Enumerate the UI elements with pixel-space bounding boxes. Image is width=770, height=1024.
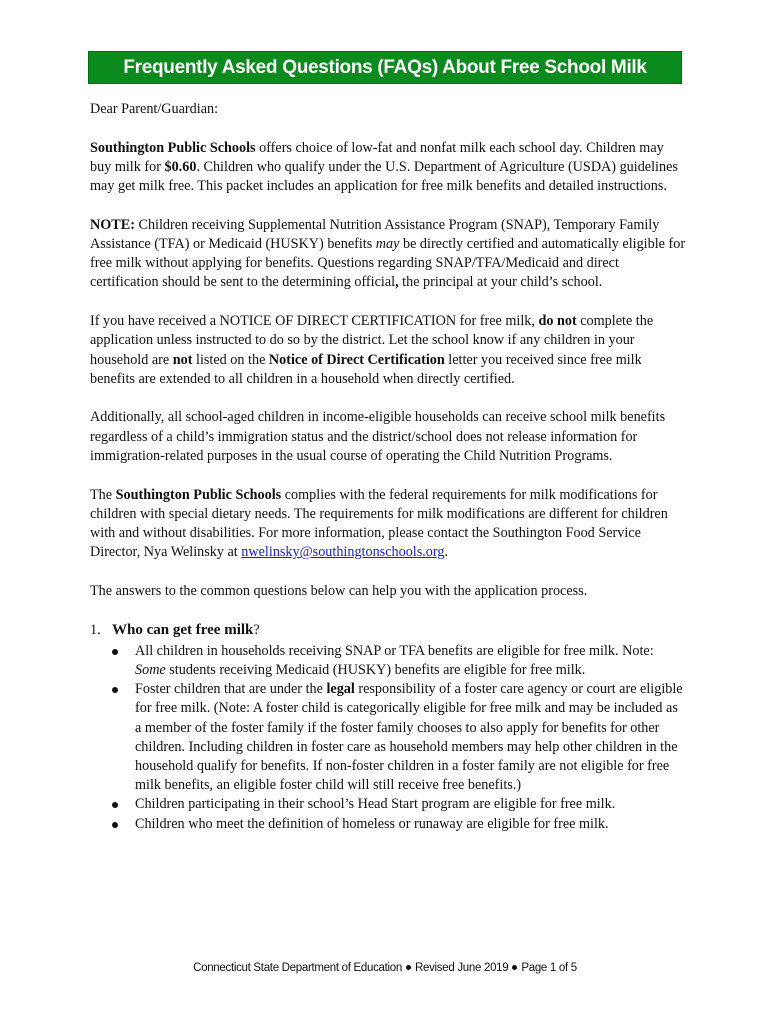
answer-bullet-list	[90, 642, 686, 834]
note-paragraph: NOTE: Children receiving Supplemental Nutrition Assistance Program (SNAP), Temporary Family Assistance (TFA) or Medicaid (HUSKY) benefits may be directly certified and automatically eligible for free milk without applying for benefits. Questions regarding SNAP/TFA/Medicaid and direct certification should be sent to the determining official, the principal at your child’s school.	[90, 216, 686, 291]
bullet-icon	[112, 649, 118, 655]
question-heading: 1. Who can get free milk?	[90, 621, 686, 640]
note-label: NOTE:	[90, 216, 135, 233]
modifications-paragraph: The Southington Public Schools complies with the federal requirements for milk modifications for children with special dietary needs. The requirements for milk modifications are different for children with and without disabilities. For more information, please contact the Southington Food Service Director, Nya Welinsky at nwelinsky@southingtonschools.org.	[90, 486, 668, 561]
page-title-banner	[88, 51, 682, 84]
intro-paragraph: Southington Public Schools offers choice of low-fat and nonfat milk each school day. Children may buy milk for $0.60. Children who qualify under the U.S. Department of Agriculture (USDA) guidelines may get milk free. This packet includes an application for free milk benefits and detailed instructions.	[90, 139, 678, 195]
question-title: Who can get free milk	[112, 621, 254, 638]
list-item: Children participating in their school’s Head Start program are eligible for free milk.	[135, 795, 686, 814]
page-footer	[0, 962, 770, 974]
question-number: 1.	[90, 621, 101, 638]
greeting: Dear Parent/Guardian:	[90, 101, 219, 117]
footer-org: Connecticut State Department of Education	[193, 962, 402, 974]
page-title: Frequently Asked Questions (FAQs) About Free School Milk	[123, 56, 647, 78]
answers-intro: The answers to the common questions below can help you with the application process.	[90, 582, 588, 599]
director-email-link[interactable]: nwelinsky@southingtonschools.org	[241, 544, 445, 561]
footer-page-number: Page 1 of 5	[521, 962, 577, 974]
bullet-icon	[112, 822, 118, 828]
bullet-separator-icon	[512, 965, 517, 970]
list-item: All children in households receiving SNAP or TFA benefits are eligible for free milk. Note: Some students receiving Medicaid (HUSKY) benefits are eligible for free milk.	[135, 642, 686, 680]
footer-revised: Revised June 2019	[415, 962, 509, 974]
school-name: Southington Public Schools	[90, 139, 256, 156]
document-body	[90, 100, 686, 834]
list-item: Foster children that are under the legal responsibility of a foster care agency or court are eligible for free milk. (Note: A foster child is categorically eligible for free milk and may be included as a member of the foster family if the foster family chooses to also apply for benefits for other children. Including children in foster care as household members may help other children in the household qualify for benefits. If non-foster children in a foster family are not eligible for free milk benefits, an eligible foster child will still receive free benefits.)	[135, 680, 686, 795]
direct-certification-paragraph: If you have received a NOTICE OF DIRECT CERTIFICATION for free milk, do not complete the application unless instructed to do so by the district. Let the school know if any children in your household are not listed on the Notice of Direct Certification letter you received since free milk benefits are extended to all children in a household when directly certified.	[90, 313, 654, 387]
list-item: Children who meet the definition of homeless or runaway are eligible for free milk.	[135, 815, 686, 834]
bullet-icon	[112, 802, 118, 808]
bullet-icon	[112, 687, 118, 693]
bullet-separator-icon	[406, 965, 411, 970]
immigration-paragraph: Additionally, all school-aged children in income-eligible households can receive school milk benefits regardless of a child’s immigration status and the district/school does not release information for immigration-related purposes in the usual course of operating the Child Nutrition Programs.	[90, 409, 666, 464]
milk-price: $0.60	[164, 158, 197, 175]
question-1	[90, 621, 686, 834]
